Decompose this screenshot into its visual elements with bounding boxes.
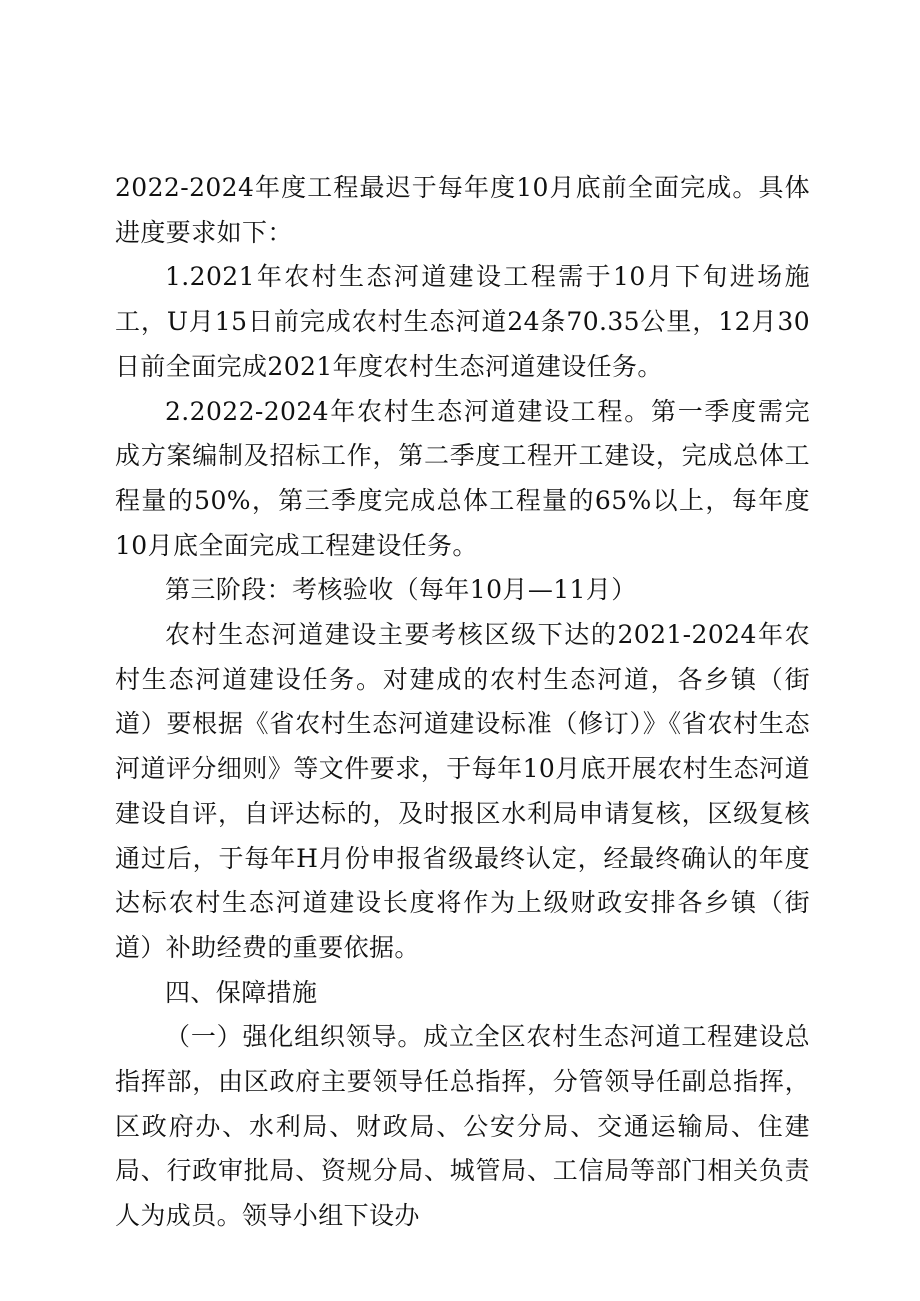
paragraph-organization-leadership: （一）强化组织领导。成立全区农村生态河道工程建设总指挥部，由区政府主要领导任总指挥，分管领导任副总指挥，区政府办、水利局、财政局、公安分局、交通运输局、住建局、行政审批局、资规分局、城管局、工信局等部门相关负责人为成员。领导小组下设办 bbox=[115, 1022, 810, 1231]
document-body bbox=[115, 166, 810, 1239]
paragraph-item-2021: 1.2021年农村生态河道建设工程需于10月下旬进场施工，U月15日前完成农村生态河道24条70.35公里，12月30日前全面完成2021年度农村生态河道建设任务。 bbox=[115, 262, 810, 381]
paragraph-progress-intro: 2022-2024年度工程最迟于每年度10月底前全面完成。具体进度要求如下： bbox=[115, 173, 810, 247]
section-heading-safeguards: 四、保障措施 bbox=[165, 977, 318, 1007]
paragraph-item-2022-2024: 2.2022-2024年农村生态河道建设工程。第一季度需完成方案编制及招标工作，第二季度工程开工建设，完成总体工程量的50%，第三季度完成总体工程量的65%以上，每年度10月底全面完成工程建设任务。 bbox=[115, 396, 810, 560]
section-heading-stage-three: 第三阶段：考核验收（每年10月—11月） bbox=[165, 575, 637, 605]
paragraph-assessment: 农村生态河道建设主要考核区级下达的2021-2024年农村生态河道建设任务。对建成的农村生态河道，各乡镇（街道）要根据《省农村生态河道建设标准（修订）》《省农村生态河道评分细则》等文件要求，于每年10月底开展农村生态河道建设自评，自评达标的，及时报区水利局申请复核，区级复核通过后，于每年H月份申报省级最终认定，经最终确认的年度达标农村生态河道建设长度将作为上级财政安排各乡镇（街道）补助经费的重要依据。 bbox=[115, 620, 810, 962]
